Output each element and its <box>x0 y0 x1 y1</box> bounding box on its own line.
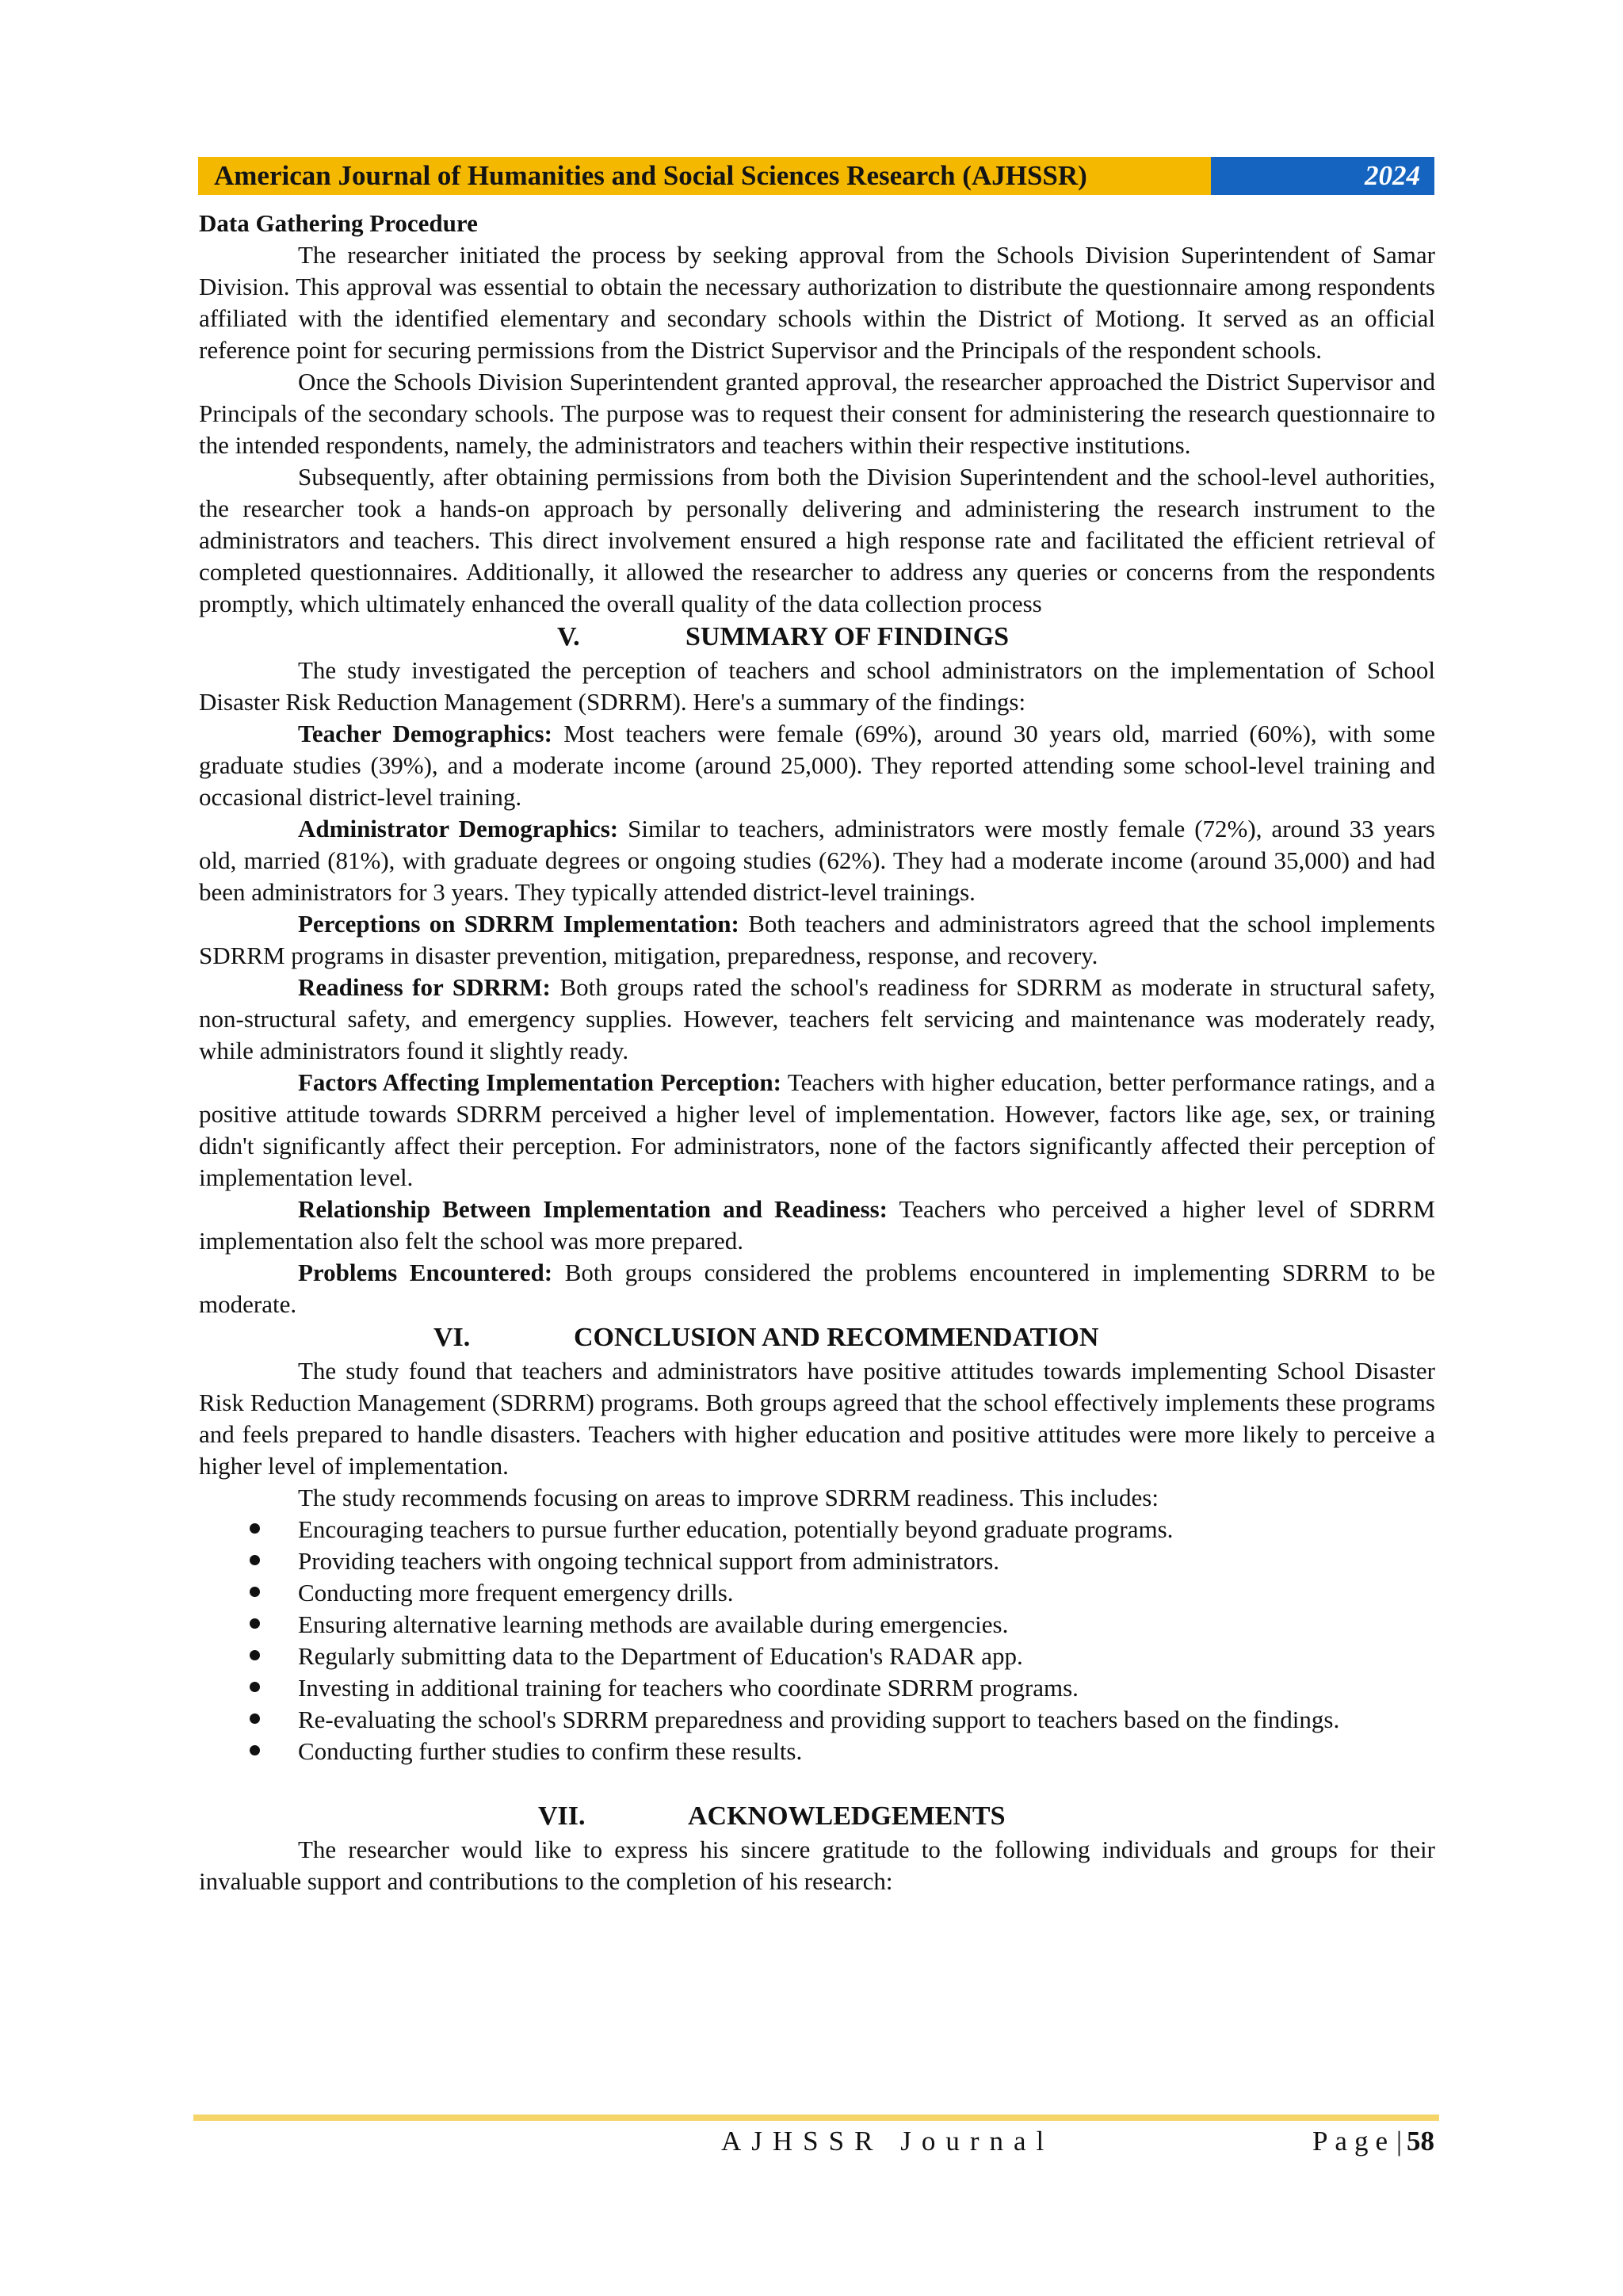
conclusion-paragraph: The study found that teachers and administrators have positive attitudes towards implementing School Disaster Risk Reduction Management (SDRRM) programs. Both groups agreed that the school effectively implements these programs and feels prepared to handle disasters. Teachers with higher education and positive attitudes were more likely to perceive a higher level of implementation. <box>199 1357 1435 1480</box>
bullet-icon <box>250 1745 260 1755</box>
bullet-icon <box>250 1682 260 1692</box>
page-separator: | <box>1396 2126 1402 2157</box>
list-item <box>199 1609 1435 1641</box>
bullet-icon <box>250 1555 260 1565</box>
section-number: VI. <box>433 1323 471 1352</box>
summary-intro: The study investigated the perception of teachers and school administrators on the implementation of School Disaster Risk Reduction Management (SDRRM). Here's a summary of the findings: <box>199 656 1435 716</box>
journal-header-bar <box>198 157 1434 195</box>
list-item <box>199 1672 1435 1704</box>
bullet-icon <box>250 1523 260 1534</box>
list-item-text: Investing in additional training for teachers who coordinate SDRRM programs. <box>298 1674 1079 1702</box>
finding-lead: Readiness for SDRRM: <box>298 973 551 1001</box>
finding-lead: Problems Encountered: <box>298 1259 553 1286</box>
finding-text: Most teachers were female (69%), around 30 years old, married (60%), with some graduate studies (39%), and a moderate income (around 25,000). They reported attending some school-level training and occasional district-level training. <box>199 720 1435 811</box>
list-item <box>199 1704 1435 1736</box>
list-item-text: Encouraging teachers to pursue further education, potentially beyond graduate programs. <box>298 1515 1174 1543</box>
list-item-text: Providing teachers with ongoing technical support from administrators. <box>298 1547 1000 1575</box>
list-item <box>199 1577 1435 1609</box>
finding-text: Similar to teachers, administrators were mostly female (72%), around 33 years old, married (81%), with graduate degrees or ongoing studies (62%). They had a moderate income (around 35,000) and had been administrators for 3 years. They typically attended district-level trainings. <box>199 815 1435 906</box>
section-title: ACKNOWLEDGEMENTS <box>688 1801 1006 1831</box>
bullet-icon <box>250 1713 260 1724</box>
summary-item-problems <box>199 1257 1435 1320</box>
data-gathering-paragraph-2: Once the Schools Division Superintendent granted approval, the researcher approached the District Supervisor and Principals of the secondary schools. The purpose was to request their consent for administering the research questionnaire to the intended respondents, namely, the administrators and teachers within their respective institutions. <box>199 368 1435 459</box>
bullet-icon <box>250 1587 260 1597</box>
bullet-icon <box>250 1650 260 1660</box>
footer-divider <box>193 2115 1439 2121</box>
section-vii-heading <box>199 1799 1435 1834</box>
footer-journal-name: AJHSSR Journal <box>721 2126 1055 2157</box>
section-spacer <box>199 1767 1435 1799</box>
journal-name: American Journal of Humanities and Social Sciences Research (AJHSSR) <box>198 157 1211 195</box>
bullet-icon <box>250 1618 260 1629</box>
finding-lead: Factors Affecting Implementation Perception: <box>298 1068 781 1096</box>
finding-lead: Teacher Demographics: <box>298 720 552 747</box>
list-item-text: Ensuring alternative learning methods are available during emergencies. <box>298 1610 1009 1638</box>
summary-item-relationship <box>199 1194 1435 1257</box>
section-title: SUMMARY OF FINDINGS <box>685 622 1010 651</box>
finding-text: Both groups considered the problems encountered in implementing SDRRM to be moderate. <box>199 1259 1435 1318</box>
finding-lead: Relationship Between Implementation and Readiness: <box>298 1195 888 1223</box>
list-item <box>199 1545 1435 1577</box>
section-vi-heading <box>199 1320 1435 1355</box>
summary-item-teacher-demographics <box>199 718 1435 813</box>
finding-lead: Perceptions on SDRRM Implementation: <box>298 910 739 938</box>
data-gathering-heading: Data Gathering Procedure <box>199 209 478 237</box>
summary-item-administrator-demographics <box>199 813 1435 908</box>
list-item-text: Re-evaluating the school's SDRRM preparedness and providing support to teachers based on the findings. <box>298 1706 1340 1733</box>
page-number: 58 <box>1407 2126 1434 2157</box>
footer-page-number <box>1312 2126 1434 2157</box>
list-item <box>199 1641 1435 1672</box>
recommendation-list <box>199 1514 1435 1767</box>
list-item <box>199 1736 1435 1767</box>
summary-item-perceptions <box>199 908 1435 972</box>
section-number: V. <box>557 622 580 651</box>
section-v-heading <box>199 620 1435 655</box>
list-item-text: Conducting further studies to confirm these results. <box>298 1737 803 1765</box>
finding-text: Teachers who perceived a higher level of SDRRM implementation also felt the school was more prepared. <box>199 1195 1435 1255</box>
publication-year: 2024 <box>1211 157 1434 195</box>
section-title: CONCLUSION AND RECOMMENDATION <box>574 1323 1099 1352</box>
data-gathering-paragraph-1: The researcher initiated the process by seeking approval from the Schools Division Superintendent of Samar Division. This approval was essential to obtain the necessary authorization to distribute the questionnaire among respondents affiliated with the identified elementary and secondary schools within the District of Motiong. It served as an official reference point for securing permissions from the District Supervisor and the Principals of the respondent schools. <box>199 241 1435 364</box>
section-number: VII. <box>538 1801 586 1831</box>
list-item-text: Regularly submitting data to the Department of Education's RADAR app. <box>298 1642 1023 1670</box>
page-label: Page <box>1312 2126 1395 2157</box>
recommendation-intro: The study recommends focusing on areas to improve SDRRM readiness. This includes: <box>298 1484 1159 1511</box>
list-item <box>199 1514 1435 1545</box>
finding-text: Both groups rated the school's readiness for SDRRM as moderate in structural safety, non-structural safety, and emergency supplies. However, teachers felt servicing and maintenance was moderately ready, while administrators found it slightly ready. <box>199 973 1435 1064</box>
acknowledgements-paragraph: The researcher would like to express his sincere gratitude to the following individuals and groups for their invaluable support and contributions to the completion of his research: <box>199 1836 1435 1895</box>
data-gathering-paragraph-3: Subsequently, after obtaining permissions from both the Division Superintendent and the school-level authorities, the researcher took a hands-on approach by personally delivering and administering the research instrument to the administrators and teachers. This direct involvement ensured a high response rate and facilitated the efficient retrieval of completed questionnaires. Additionally, it allowed the researcher to address any queries or concerns from the respondents promptly, which ultimately enhanced the overall quality of the data collection process <box>199 463 1435 617</box>
summary-item-readiness <box>199 972 1435 1067</box>
finding-lead: Administrator Demographics: <box>298 815 619 842</box>
article-body <box>199 208 1435 1897</box>
finding-text: Teachers with higher education, better performance ratings, and a positive attitude towards SDRRM perceived a higher level of implementation. However, factors like age, sex, or training didn't significantly affect their perception. For administrators, none of the factors significantly affected their perception of implementation level. <box>199 1068 1435 1191</box>
list-item-text: Conducting more frequent emergency drills. <box>298 1579 734 1606</box>
finding-text: Both teachers and administrators agreed that the school implements SDRRM programs in disaster prevention, mitigation, preparedness, response, and recovery. <box>199 910 1435 969</box>
summary-item-factors <box>199 1067 1435 1194</box>
